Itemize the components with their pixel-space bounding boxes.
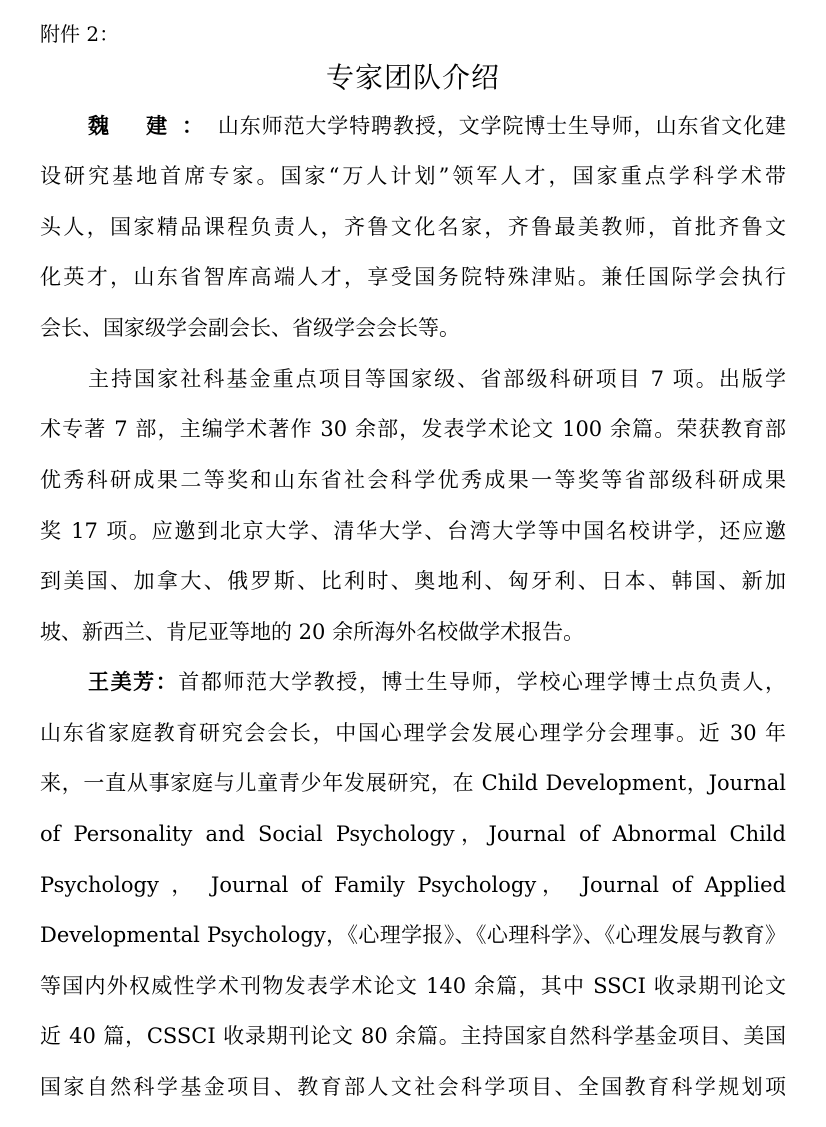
paragraph-line: 优秀科研成果二等奖和山东省社会科学优秀成果一等奖等省部级科研成果 <box>40 468 786 492</box>
paragraph-line: of Personality and Social Psychology，Journal of Abnormal Child <box>40 822 786 846</box>
paragraph-line: 到美国、加拿大、俄罗斯、比利时、奥地利、匈牙利、日本、韩国、新加 <box>40 569 786 593</box>
paragraph-line: 山东省家庭教育研究会会长，中国心理学会发展心理学分会理事。近 30 年 <box>40 721 786 745</box>
paragraph-line: 近 40 篇，CSSCI 收录期刊论文 80 余篇。主持国家自然科学基金项目、美国 <box>40 1024 786 1048</box>
attachment-label: 附件 2： <box>40 22 120 46</box>
paragraph-line: 魏 建：山东师范大学特聘教授，文学院博士生导师，山东省文化建 <box>88 113 786 138</box>
expert-name: 魏 建： <box>88 113 218 138</box>
paragraph-line: Developmental Psychology，《心理学报》、《心理科学》、《心理发展与教育》 <box>40 923 786 947</box>
paragraph-line: 奖 17 项。应邀到北京大学、清华大学、台湾大学等中国名校讲学，还应邀 <box>40 519 786 543</box>
expert-name: 王美芳： <box>88 669 179 694</box>
paragraph-line: 设研究基地首席专家。国家“万人计划”领军人才，国家重点学科学术带 <box>40 164 786 188</box>
page-title: 专家团队介绍 <box>325 61 500 94</box>
paragraph-line: 术专著 7 部，主编学术著作 30 余部，发表学术论文 100 余篇。荣获教育部 <box>40 417 786 441</box>
paragraph-line: Psychology ， Journal of Family Psychology， Journal of Applied <box>40 873 786 897</box>
paragraph-line: 国家自然科学基金项目、教育部人文社会科学项目、全国教育科学规划项 <box>40 1075 786 1099</box>
paragraph-line: 来，一直从事家庭与儿童青少年发展研究，在 Child Development，Journal <box>40 771 786 795</box>
paragraph-line: 主持国家社科基金重点项目等国家级、省部级科研项目 7 项。出版学 <box>88 367 786 391</box>
paragraph-line: 会长、国家级学会副会长、省级学会会长等。 <box>40 316 460 340</box>
paragraph-line: 坡、新西兰、肯尼亚等地的 20 余所海外名校做学术报告。 <box>40 620 585 644</box>
paragraph-line: 等国内外权威性学术刊物发表学术论文 140 余篇，其中 SSCI 收录期刊论文 <box>40 974 786 998</box>
paragraph-line: 王美芳：首都师范大学教授，博士生导师，学校心理学博士点负责人， <box>88 669 786 694</box>
paragraph-line: 头人，国家精品课程负责人，齐鲁文化名家，齐鲁最美教师，首批齐鲁文 <box>40 215 786 239</box>
paragraph-line: 化英才，山东省智库高端人才，享受国务院特殊津贴。兼任国际学会执行 <box>40 265 786 289</box>
